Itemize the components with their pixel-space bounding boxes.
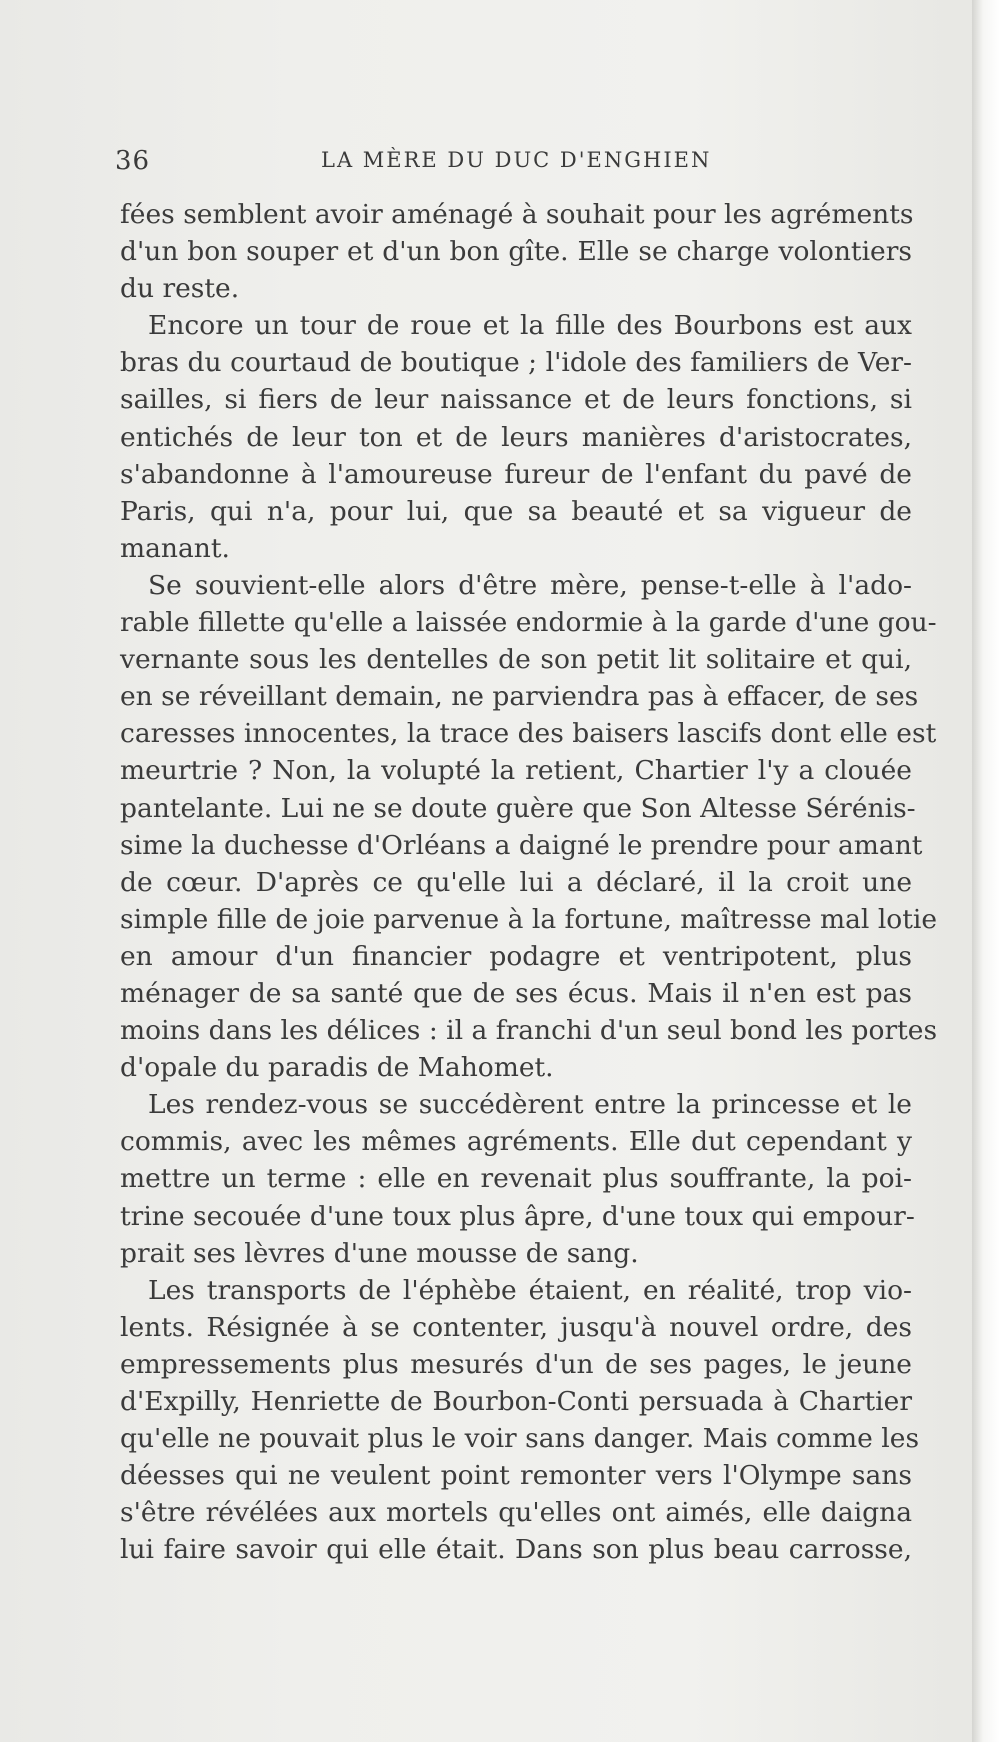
text-line: en se réveillant demain, ne parviendra pas à effacer, de ses bbox=[120, 681, 919, 713]
text-line: mettre un terme : elle en revenait plus souffrante, la poi- bbox=[120, 1163, 912, 1195]
text-line: moins dans les délices : il a franchi d'un seul bond les portes bbox=[120, 1015, 938, 1047]
text-line: en amour d'un financier podagre et ventripotent, plus bbox=[120, 940, 912, 972]
text-line: caresses innocentes, la trace des baisers lascifs dont elle est bbox=[120, 718, 937, 750]
text-line: d'un bon souper et d'un bon gîte. Elle se charge volontiers bbox=[120, 236, 912, 268]
text-line: prait ses lèvres d'une mousse de sang. bbox=[120, 1237, 639, 1269]
running-head bbox=[115, 146, 915, 180]
text-line: sailles, si fiers de leur naissance et de leurs fonctions, si bbox=[120, 384, 912, 416]
text-line: fées semblent avoir aménagé à souhait pour les agréments bbox=[120, 199, 914, 230]
text-line: meurtrie ? Non, la volupté la retient, Chartier l'y a clouée bbox=[120, 755, 912, 787]
body-text bbox=[120, 196, 938, 1568]
text-line: rable fillette qu'elle a laissée endormie à la garde d'une gou- bbox=[120, 607, 937, 639]
text-line: manant. bbox=[120, 532, 230, 564]
text-line: lui faire savoir qui elle était. Dans son plus beau carrosse, bbox=[120, 1534, 912, 1566]
text-line: entichés de leur ton et de leurs manières d'aristocrates, bbox=[120, 421, 912, 453]
text-line: lents. Résignée à se contenter, jusqu'à nouvel ordre, des bbox=[120, 1311, 912, 1343]
text-line: d'opale du paradis de Mahomet. bbox=[120, 1052, 554, 1084]
text-line: simple fille de joie parvenue à la fortune, maîtresse mal lotie bbox=[120, 903, 938, 935]
text-line: de cœur. D'après ce qu'elle lui a déclaré, il la croit une bbox=[120, 866, 912, 898]
text-line: Les rendez-vous se succédèrent entre la princesse et le bbox=[148, 1089, 912, 1121]
text-line: sime la duchesse d'Orléans a daigné le prendre pour amant bbox=[120, 829, 923, 861]
text-line: trine secouée d'une toux plus âpre, d'une toux qui empour- bbox=[120, 1200, 915, 1232]
text-line: Paris, qui n'a, pour lui, que sa beauté et sa vigueur de bbox=[120, 495, 912, 527]
page-number: 36 bbox=[115, 146, 151, 176]
text-line: commis, avec les mêmes agréments. Elle dut cependant y bbox=[120, 1126, 912, 1158]
text-line: pantelante. Lui ne se doute guère que Son Altesse Sérénis- bbox=[120, 792, 916, 824]
text-line: Encore un tour de roue et la fille des Bourbons est aux bbox=[148, 310, 912, 342]
text-line: qu'elle ne pouvait plus le voir sans danger. Mais comme les bbox=[120, 1423, 920, 1455]
text-line: empressements plus mesurés d'un de ses pages, le jeune bbox=[120, 1348, 912, 1380]
text-line: bras du courtaud de boutique ; l'idole des familiers de Ver- bbox=[120, 347, 912, 379]
text-line: Se souvient-elle alors d'être mère, pense-t-elle à l'ado- bbox=[148, 569, 912, 601]
text-line: s'abandonne à l'amoureuse fureur de l'enfant du pavé de bbox=[120, 458, 912, 490]
running-title: LA MÈRE DU DUC D'ENGHIEN bbox=[321, 148, 712, 172]
text-line: vernante sous les dentelles de son petit lit solitaire et qui, bbox=[120, 644, 912, 676]
page-edge bbox=[972, 0, 1000, 1742]
text-line: Les transports de l'éphèbe étaient, en réalité, trop vio- bbox=[148, 1274, 912, 1306]
text-line: déesses qui ne veulent point remonter vers l'Olympe sans bbox=[120, 1460, 912, 1492]
text-line: du reste. bbox=[120, 273, 240, 305]
text-line: s'être révélées aux mortels qu'elles ont aimés, elle daigna bbox=[120, 1497, 912, 1529]
text-line: d'Expilly, Henriette de Bourbon-Conti persuada à Chartier bbox=[120, 1386, 912, 1417]
text-line: ménager de sa santé que de ses écus. Mais il n'en est pas bbox=[120, 977, 912, 1009]
